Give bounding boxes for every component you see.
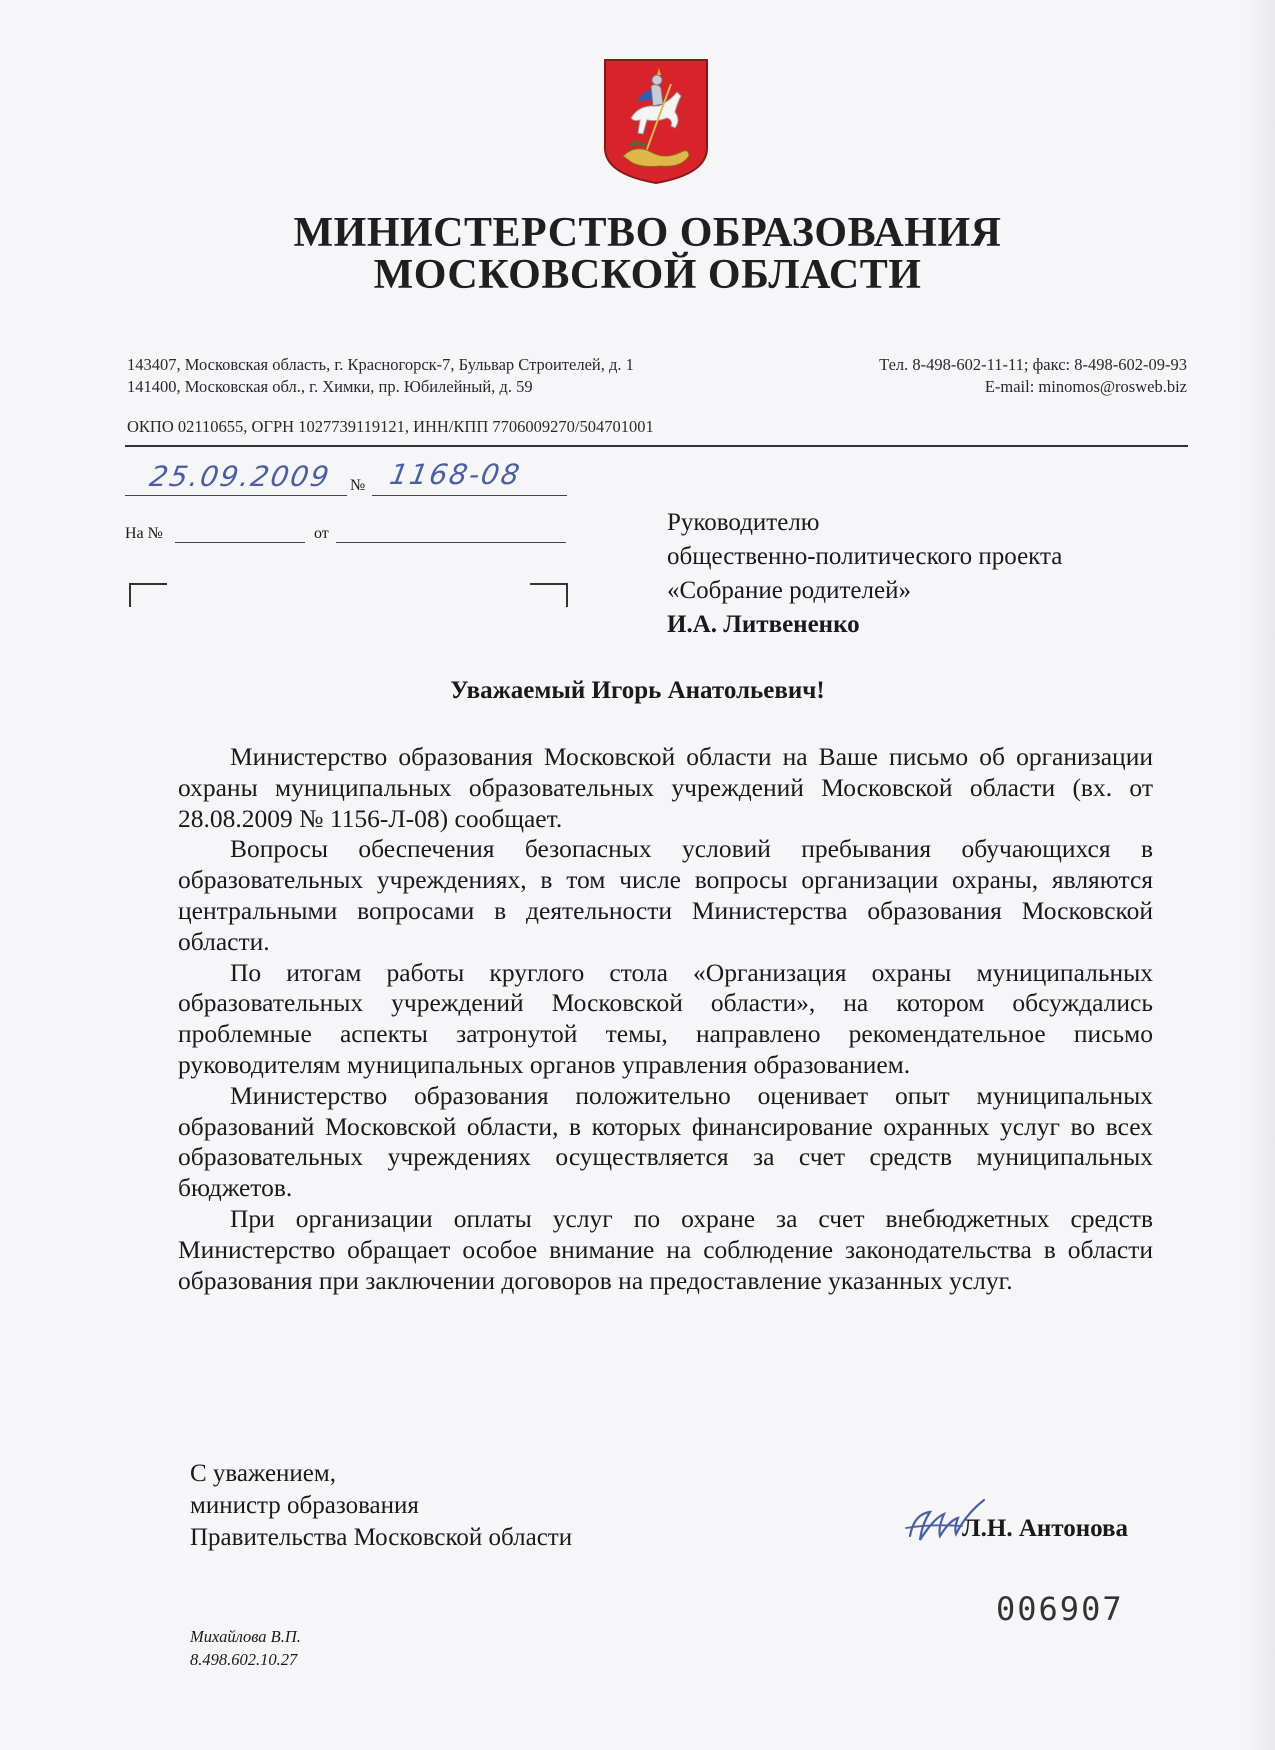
number-sign: № bbox=[350, 477, 366, 494]
outgoing-date: 25.09.2009 bbox=[147, 460, 334, 493]
header-divider bbox=[125, 445, 1188, 447]
body-paragraph: Вопросы обеспечения безопасных условий пребывания обучающихся в образовательных учреждениях, в том числе вопросы организации охраны, являются центральными вопросами в деятельности Министерства образования Московской области. bbox=[178, 834, 1153, 956]
coat-of-arms-icon bbox=[601, 56, 711, 186]
ministry-title-line1: МИНИСТЕРСТВО ОБРАЗОВАНИЯ bbox=[293, 210, 1002, 256]
reply-to-label: На № bbox=[125, 525, 163, 542]
executor-name: Михайлова В.П. bbox=[190, 1627, 301, 1646]
reply-to-underline bbox=[175, 542, 305, 543]
closing-line2: министр образования bbox=[190, 1492, 419, 1519]
body-paragraph: Министерство образования Московской области на Ваше письмо об организации охраны муниципальных образовательных учреждений Московской области (вх. от 28.08.2009 № 1156-Л-08) сообщает. bbox=[178, 742, 1153, 833]
salutation: Уважаемый Игорь Анатольевич! bbox=[450, 677, 825, 704]
address-corner-right bbox=[530, 583, 568, 607]
address-line1: 143407, Московская область, г. Красногорск-7, Бульвар Строителей, д. 1 bbox=[127, 355, 634, 374]
ministry-title-line2: МОСКОВСКОЙ ОБЛАСТИ bbox=[373, 252, 922, 298]
email-address: E-mail: minomos@rosweb.biz bbox=[984, 377, 1187, 396]
closing-line1: С уважением, bbox=[190, 1460, 336, 1487]
executor-phone: 8.498.602.10.27 bbox=[190, 1650, 298, 1669]
executor-block bbox=[190, 1625, 301, 1671]
number-underline bbox=[372, 495, 567, 496]
body-paragraph: Министерство образования положительно оценивает опыт муниципальных образований Московской области, в которых финансирование охранных услуг во всех образовательных учреждениях осуществляется за счет средств муниципальных бюджетов. bbox=[178, 1080, 1153, 1203]
addressee-name: И.А. Литвененко bbox=[667, 611, 860, 638]
from-underline bbox=[336, 542, 566, 543]
letter-body bbox=[178, 742, 1153, 1296]
addressee-line1: Руководителю bbox=[667, 509, 820, 536]
date-underline bbox=[125, 495, 347, 496]
signer-name: Л.Н. Антонова bbox=[962, 1515, 1129, 1542]
body-paragraph: При организации оплаты услуг по охране за счет внебюджетных средств Министерство обращает особое внимание на соблюдение законодательства в области образования при заключении договоров на предоставление указанных услуг. bbox=[178, 1203, 1153, 1295]
addressee-line2: общественно-политического проекта bbox=[667, 543, 1063, 570]
outgoing-number: 1168-08 bbox=[387, 458, 524, 491]
phone-fax: Тел. 8-498-602-11-11; факс: 8-498-602-09-93 bbox=[879, 355, 1187, 374]
body-paragraph: По итогам работы круглого стола «Организация охраны муниципальных образовательных учреждений Московской области», на котором обсуждались проблемные аспекты затронутой темы, направлено рекомендательное письмо руководителям муниципальных органов управления образованием. bbox=[178, 957, 1153, 1079]
addressee-line3: «Собрание родителей» bbox=[667, 577, 911, 604]
address-line2: 141400, Московская обл., г. Химки, пр. Юбилейный, д. 59 bbox=[127, 377, 533, 396]
registration-codes: ОКПО 02110655, ОГРН 1027739119121, ИНН/КПП 7706009270/504701001 bbox=[127, 417, 654, 436]
from-label: от bbox=[314, 525, 329, 542]
closing-block bbox=[190, 1458, 572, 1554]
serial-number: 006907 bbox=[996, 1590, 1124, 1628]
closing-line3: Правительства Московской области bbox=[190, 1524, 573, 1551]
addressee-block bbox=[667, 506, 1062, 642]
address-corner-left bbox=[129, 583, 167, 607]
